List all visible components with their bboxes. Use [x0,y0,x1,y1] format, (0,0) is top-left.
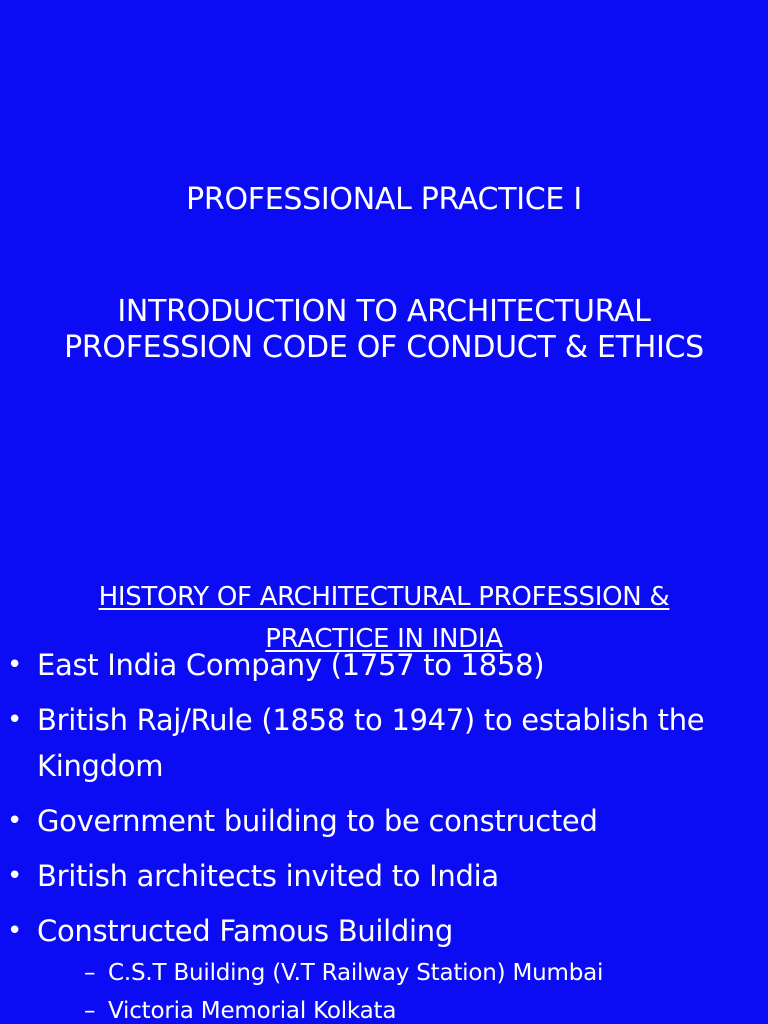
bullet-item [0,697,768,789]
bullet-dot-icon: • [7,705,23,735]
slide-title: PROFESSIONAL PRACTICE I [186,182,582,217]
bullet-dot-icon: • [7,650,23,680]
bullet-text: British architects invited to India [37,859,499,893]
sub-bullet-item [37,992,748,1024]
dash-icon: – [84,998,96,1024]
sub-bullet-text: Victoria Memorial Kolkata [108,998,397,1024]
sub-bullet-item [37,954,748,992]
bullet-item [0,908,768,1024]
bullet-text: East India Company (1757 to 1858) [37,648,545,682]
bullet-dot-icon: • [7,916,23,946]
heading-line-1: HISTORY OF ARCHITECTURAL PROFESSION & [98,582,670,612]
bullet-item [0,642,768,688]
dash-icon: – [84,960,96,986]
bullet-list [0,642,768,1024]
slide-2 [0,512,768,1024]
subtitle-line-2: PROFESSION CODE OF CONDUCT & ETHICS [64,330,704,365]
bullet-text: Government building to be constructed [37,804,598,838]
sub-bullet-list [37,954,748,1024]
bullet-dot-icon: • [7,861,23,891]
bullet-item [0,853,768,899]
bullet-item [0,798,768,844]
heading-line-2: PRACTICE IN INDIA [265,624,503,654]
sub-bullet-text: C.S.T Building (V.T Railway Station) Mumbai [108,960,604,986]
bullet-text: Constructed Famous Building [37,914,453,948]
bullet-dot-icon: • [7,806,23,836]
slide-subtitle [0,294,768,366]
subtitle-line-1: INTRODUCTION TO ARCHITECTURAL [117,294,651,329]
bullet-text: British Raj/Rule (1858 to 1947) to establish the Kingdom [37,703,705,783]
